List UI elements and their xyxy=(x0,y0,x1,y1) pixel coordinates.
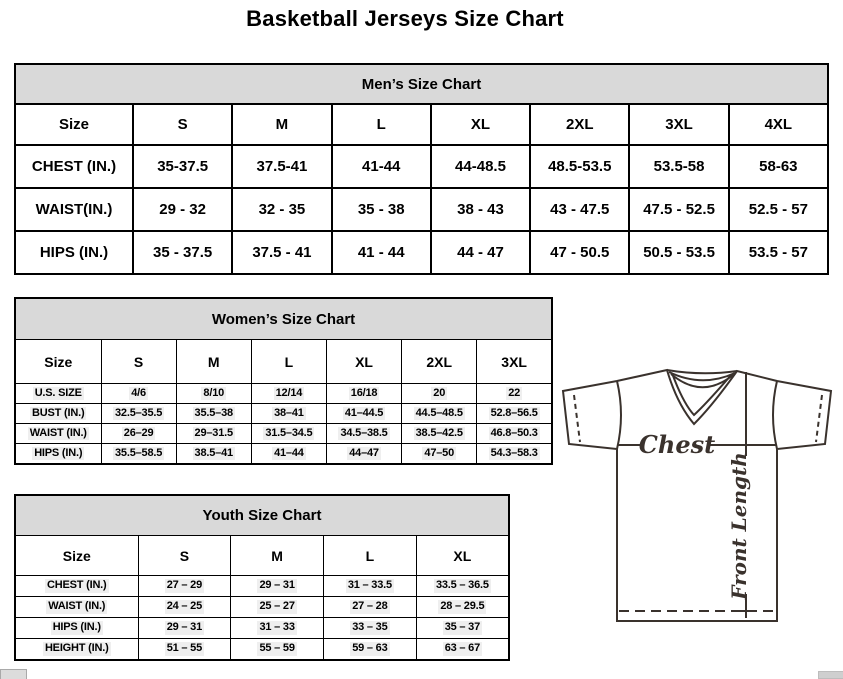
column-header: L xyxy=(324,536,417,576)
column-header: 3XL xyxy=(477,340,552,384)
row-label: U.S. SIZE xyxy=(15,384,101,404)
size-value-cell: 50.5 - 53.5 xyxy=(629,231,728,274)
youth-table-title: Youth Size Chart xyxy=(15,495,509,536)
table-row xyxy=(15,404,552,424)
size-value-cell: 35 - 38 xyxy=(332,188,431,231)
size-value-cell: 51 – 55 xyxy=(138,639,231,661)
row-label: BUST (IN.) xyxy=(15,404,101,424)
size-value-cell: 44.5–48.5 xyxy=(402,404,477,424)
size-value-cell: 35 - 37.5 xyxy=(133,231,232,274)
size-value-cell: 22 xyxy=(477,384,552,404)
size-value-cell: 38.5–41 xyxy=(176,444,251,465)
row-label: HIPS (IN.) xyxy=(15,444,101,465)
size-value-cell: 26–29 xyxy=(101,424,176,444)
womens-table-title: Women’s Size Chart xyxy=(15,298,552,340)
size-value-cell: 58-63 xyxy=(729,145,828,188)
mens-size-table xyxy=(14,63,829,275)
jersey-measurement-diagram xyxy=(556,360,840,630)
table-row xyxy=(15,384,552,404)
chest-label: Chest xyxy=(638,430,716,459)
jersey-outline xyxy=(563,370,831,621)
column-header: S xyxy=(101,340,176,384)
collar-top-edge xyxy=(667,370,737,373)
row-label: CHEST (IN.) xyxy=(15,576,138,597)
table-row xyxy=(15,597,509,618)
size-value-cell: 20 xyxy=(402,384,477,404)
size-value-cell: 37.5 - 41 xyxy=(232,231,331,274)
size-value-cell: 27 – 28 xyxy=(324,597,417,618)
womens-header-row xyxy=(15,340,552,384)
size-value-cell: 55 – 59 xyxy=(231,639,324,661)
column-header: XL xyxy=(431,104,530,145)
youth-header-row xyxy=(15,536,509,576)
size-value-cell: 29–31.5 xyxy=(176,424,251,444)
column-header: 4XL xyxy=(729,104,828,145)
table-row xyxy=(15,618,509,639)
column-header: 2XL xyxy=(402,340,477,384)
size-value-cell: 38 - 43 xyxy=(431,188,530,231)
table-row xyxy=(15,639,509,661)
column-header: Size xyxy=(15,104,133,145)
size-value-cell: 28 – 29.5 xyxy=(416,597,509,618)
size-value-cell: 41–44 xyxy=(251,444,326,465)
size-value-cell: 33 – 35 xyxy=(324,618,417,639)
column-header: XL xyxy=(416,536,509,576)
size-value-cell: 41–44.5 xyxy=(326,404,401,424)
size-value-cell: 38.5–42.5 xyxy=(402,424,477,444)
size-value-cell: 16/18 xyxy=(326,384,401,404)
size-value-cell: 32 - 35 xyxy=(232,188,331,231)
size-value-cell: 35 – 37 xyxy=(416,618,509,639)
size-value-cell: 24 – 25 xyxy=(138,597,231,618)
mens-title-row xyxy=(15,64,828,104)
size-value-cell: 31 – 33.5 xyxy=(324,576,417,597)
size-value-cell: 41 - 44 xyxy=(332,231,431,274)
size-value-cell: 47 - 50.5 xyxy=(530,231,629,274)
size-value-cell: 12/14 xyxy=(251,384,326,404)
size-value-cell: 53.5 - 57 xyxy=(729,231,828,274)
column-header: L xyxy=(332,104,431,145)
size-value-cell: 35.5–58.5 xyxy=(101,444,176,465)
column-header: L xyxy=(251,340,326,384)
youth-size-table xyxy=(14,494,510,661)
size-value-cell: 47.5 - 52.5 xyxy=(629,188,728,231)
size-value-cell: 25 – 27 xyxy=(231,597,324,618)
size-value-cell: 47–50 xyxy=(402,444,477,465)
page-title: Basketball Jerseys Size Chart xyxy=(246,6,564,31)
womens-title-row xyxy=(15,298,552,340)
size-value-cell: 43 - 47.5 xyxy=(530,188,629,231)
column-header: Size xyxy=(15,536,138,576)
column-header: S xyxy=(138,536,231,576)
column-header: S xyxy=(133,104,232,145)
row-label: HIPS (IN.) xyxy=(15,618,138,639)
row-label: WAIST(IN.) xyxy=(15,188,133,231)
size-value-cell: 29 – 31 xyxy=(231,576,324,597)
size-value-cell: 27 – 29 xyxy=(138,576,231,597)
size-value-cell: 29 – 31 xyxy=(138,618,231,639)
mens-header-row xyxy=(15,104,828,145)
size-value-cell: 32.5–35.5 xyxy=(101,404,176,424)
table-resize-handle-left xyxy=(0,669,27,679)
table-row xyxy=(15,231,828,274)
size-value-cell: 44-48.5 xyxy=(431,145,530,188)
size-value-cell: 52.5 - 57 xyxy=(729,188,828,231)
table-row xyxy=(15,145,828,188)
youth-title-row xyxy=(15,495,509,536)
row-label: HIPS (IN.) xyxy=(15,231,133,274)
size-value-cell: 29 - 32 xyxy=(133,188,232,231)
size-value-cell: 54.3–58.3 xyxy=(477,444,552,465)
size-value-cell: 35-37.5 xyxy=(133,145,232,188)
size-value-cell: 52.8–56.5 xyxy=(477,404,552,424)
row-label: WAIST (IN.) xyxy=(15,424,101,444)
size-value-cell: 44 - 47 xyxy=(431,231,530,274)
column-header: XL xyxy=(326,340,401,384)
row-label: HEIGHT (IN.) xyxy=(15,639,138,661)
size-value-cell: 44–47 xyxy=(326,444,401,465)
size-value-cell: 59 – 63 xyxy=(324,639,417,661)
table-row xyxy=(15,444,552,465)
column-header: M xyxy=(231,536,324,576)
size-value-cell: 4/6 xyxy=(101,384,176,404)
size-value-cell: 63 – 67 xyxy=(416,639,509,661)
size-value-cell: 31.5–34.5 xyxy=(251,424,326,444)
size-value-cell: 53.5-58 xyxy=(629,145,728,188)
size-value-cell: 37.5-41 xyxy=(232,145,331,188)
size-value-cell: 33.5 – 36.5 xyxy=(416,576,509,597)
front-length-label: Front Length xyxy=(727,452,751,600)
size-value-cell: 34.5–38.5 xyxy=(326,424,401,444)
table-row xyxy=(15,576,509,597)
womens-size-table xyxy=(14,297,553,465)
table-resize-handle-right xyxy=(818,671,843,679)
row-label: CHEST (IN.) xyxy=(15,145,133,188)
size-value-cell: 8/10 xyxy=(176,384,251,404)
mens-table-title: Men’s Size Chart xyxy=(15,64,828,104)
column-header: 2XL xyxy=(530,104,629,145)
size-value-cell: 31 – 33 xyxy=(231,618,324,639)
table-row xyxy=(15,424,552,444)
size-value-cell: 41-44 xyxy=(332,145,431,188)
row-label: WAIST (IN.) xyxy=(15,597,138,618)
table-row xyxy=(15,188,828,231)
size-value-cell: 46.8–50.3 xyxy=(477,424,552,444)
column-header: M xyxy=(176,340,251,384)
column-header: Size xyxy=(15,340,101,384)
column-header: 3XL xyxy=(629,104,728,145)
column-header: M xyxy=(232,104,331,145)
size-value-cell: 35.5–38 xyxy=(176,404,251,424)
size-value-cell: 38–41 xyxy=(251,404,326,424)
size-value-cell: 48.5-53.5 xyxy=(530,145,629,188)
